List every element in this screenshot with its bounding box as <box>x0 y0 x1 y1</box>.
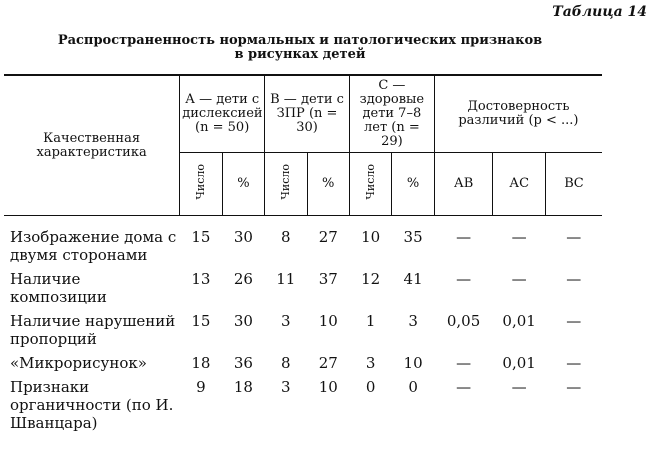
title-line-2: в рисунках детей <box>234 47 366 62</box>
cell-c-percent: 3 <box>408 312 418 330</box>
cell-bc: — <box>566 378 582 396</box>
table-title <box>0 34 600 62</box>
cell-b-count: 8 <box>281 354 291 372</box>
cell-a-count: 15 <box>191 312 211 330</box>
cell-a-count: 15 <box>191 228 211 246</box>
table-row <box>4 375 602 435</box>
cell-c-percent: 0 <box>408 378 418 396</box>
cell-c-count: 0 <box>365 378 376 396</box>
header-group-a: А — дети с дислексией (n = 50) <box>180 75 265 153</box>
header-characteristic: Качественная характеристика <box>4 75 180 216</box>
table-row <box>4 267 602 309</box>
cell-b-count: 11 <box>276 270 296 288</box>
cell-ac: 0,01 <box>502 354 536 372</box>
cell-ab: — <box>456 270 472 288</box>
header-count-a <box>180 153 222 216</box>
cell-a-percent: 18 <box>233 378 253 396</box>
cell-ac: 0,01 <box>502 312 536 330</box>
cell-c-count: 12 <box>361 270 381 288</box>
cell-bc: — <box>566 312 582 330</box>
table-row <box>4 216 602 268</box>
row-label: Наличие нарушений пропорций <box>10 312 176 348</box>
cell-c-percent: 35 <box>403 228 423 246</box>
cell-ab: 0,05 <box>446 312 481 330</box>
cell-c-count: 10 <box>361 228 381 246</box>
cell-b-count: 3 <box>281 378 291 396</box>
header-count-b-label: Число <box>278 164 292 200</box>
cell-ac: — <box>511 270 527 288</box>
row-label: Признаки органичности (по И. Шванцара) <box>10 378 174 432</box>
cell-ab: — <box>456 378 472 396</box>
header-percent-c: % <box>392 153 434 216</box>
cell-a-percent: 36 <box>233 354 253 372</box>
cell-a-percent: 26 <box>233 270 253 288</box>
header-significance: Достоверность различий (p < ...) <box>434 75 602 153</box>
cell-c-count: 1 <box>365 312 376 330</box>
table-number: Таблица 14 <box>552 4 647 20</box>
header-group-c: С — здоровые дети 7–8 лет (n = 29) <box>349 75 434 153</box>
row-label: Изображение дома с двумя сторонами <box>10 228 177 264</box>
cell-ac: — <box>511 378 527 396</box>
table-row <box>4 351 602 375</box>
header-pair-ac: АС <box>493 153 546 216</box>
cell-b-percent: 37 <box>318 270 338 288</box>
header-percent-a: % <box>222 153 264 216</box>
table-row <box>4 309 602 351</box>
cell-b-percent: 10 <box>318 378 338 396</box>
cell-b-percent: 10 <box>318 312 338 330</box>
header-count-c <box>349 153 391 216</box>
header-count-c-label: Число <box>363 164 377 200</box>
cell-b-percent: 27 <box>318 354 338 372</box>
cell-b-percent: 27 <box>318 228 338 246</box>
cell-a-percent: 30 <box>233 228 253 246</box>
header-pair-bc: ВС <box>545 153 602 216</box>
cell-a-count: 18 <box>191 354 211 372</box>
header-percent-b: % <box>307 153 349 216</box>
cell-a-count: 13 <box>191 270 211 288</box>
header-count-b <box>265 153 307 216</box>
cell-c-percent: 41 <box>403 270 423 288</box>
title-line-1: Распространенность нормальных и патологических признаков <box>57 33 543 48</box>
cell-bc: — <box>566 228 582 246</box>
cell-bc: — <box>566 354 582 372</box>
row-label: Наличие композиции <box>10 270 107 306</box>
row-label: «Микрорисунок» <box>10 354 147 372</box>
cell-c-count: 3 <box>365 354 376 372</box>
header-group-b: В — дети с ЗПР (n = 30) <box>265 75 350 153</box>
cell-ab: — <box>456 354 472 372</box>
cell-a-percent: 30 <box>233 312 253 330</box>
header-count-a-label: Число <box>193 164 207 200</box>
cell-ab: — <box>456 228 472 246</box>
cell-bc: — <box>566 270 582 288</box>
cell-b-count: 8 <box>281 228 291 246</box>
cell-a-count: 9 <box>196 378 206 396</box>
cell-c-percent: 10 <box>403 354 423 372</box>
cell-b-count: 3 <box>281 312 291 330</box>
header-pair-ab: АВ <box>434 153 493 216</box>
cell-ac: — <box>511 228 527 246</box>
data-table <box>4 74 602 435</box>
